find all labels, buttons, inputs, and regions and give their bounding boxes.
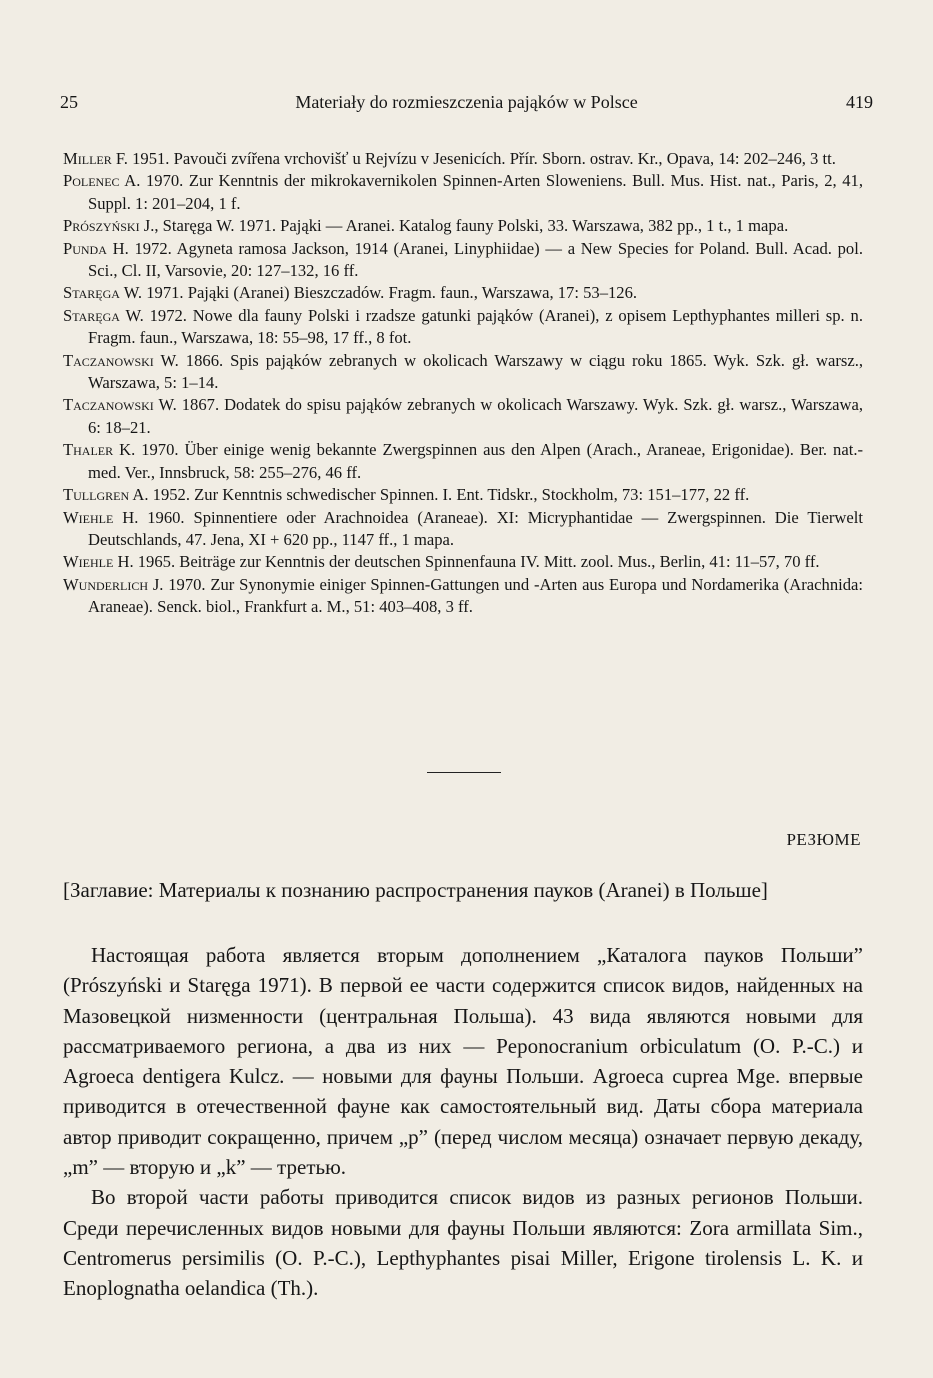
reference-text: J., Staręga W. 1971. Pająki — Aranei. Katalog fauny Polski, 33. Warszawa, 382 pp., 1 t., 1 mapa. xyxy=(143,216,789,236)
reference-text: A. 1970. Zur Kenntnis der mikrokavernikolen Spinnen-Arten Sloweniens. Bull. Mus. Hist. nat., Paris, 2, 41, Suppl. 1: 201–204, 1 f. xyxy=(88,171,863,213)
reference-text: A. 1952. Zur Kenntnis schwedischer Spinnen. I. Ent. Tidskr., Stockholm, 73: 151–177, 22 ff. xyxy=(132,485,750,505)
section-divider xyxy=(427,772,501,773)
reference-author: Wiehle xyxy=(63,552,114,572)
resume-paragraph: Во второй части работы приводится список видов из разных регионов Польши. Среди перечисленных видов новыми для фауны Польши являются: Zora armillata Sim., Centromerus persimilis (O. P.-C.), Lepthyphantes pisai Miller, Erigone tirolensis L. K. и Enoplognatha oelandica (Th.). xyxy=(63,1185,863,1301)
reference-entry xyxy=(63,215,863,237)
reference-entry xyxy=(63,507,863,552)
reference-author: Thaler xyxy=(63,440,114,460)
reference-author: Miller xyxy=(63,149,112,168)
page-number-right: 419 xyxy=(846,92,873,112)
reference-list xyxy=(63,148,863,619)
reference-entry xyxy=(63,350,863,395)
resume-paragraph: Настоящая работа является вторым дополнением „Каталога пауков Польши” (Prószyński и Staręga 1971). В первой ее части содержится список видов, найденных на Мазовецкой низменности (центральная Польша). 43 вида являются новыми для рассматриваемого региона, а два из них — Peponocranium orbiculatum (O. P.-C.) и Agroeca dentigera Kulcz. — новыми для фауны Польши. Agroeca cuprea Mge. впервые приводится в отечественной фауне как самостоятельный вид. Даты сбора материала автор приводит сокращенно, причем „p” (перед числом месяца) означает первую декаду, „m” — вторую и „k” — третью. xyxy=(63,943,863,1180)
reference-entry xyxy=(63,282,863,304)
page-number-left: 25 xyxy=(60,92,78,112)
reference-entry xyxy=(63,484,863,506)
reference-entry xyxy=(63,574,863,619)
reference-text: W. 1972. Nowe dla fauny Polski i rzadsze gatunki pająków (Aranei), z opisem Lepthyphantes milleri sp. n. Fragm. faun., Warszawa, 18: 55–98, 17 ff., 8 fot. xyxy=(88,305,863,348)
reference-author: Prószyński xyxy=(63,216,140,236)
reference-text: W. 1867. Dodatek do spisu pająków zebranych w okolicach Warszawy. Wyk. Szk. gł. warsz., Warszawa, 6: 18–21. xyxy=(88,395,863,437)
running-title: Materiały do rozmieszczenia pająków w Polsce xyxy=(295,92,638,112)
reference-entry xyxy=(63,394,863,439)
resume-body xyxy=(63,940,863,1304)
reference-author: Punda xyxy=(63,238,107,258)
reference-entry xyxy=(63,551,863,573)
reference-entry xyxy=(63,238,863,283)
reference-author: Staręga xyxy=(63,305,120,325)
resume-title: [Заглавие: Материалы к познанию распространения пауков (Aranei) в Польше] xyxy=(63,878,768,902)
reference-entry xyxy=(63,439,863,484)
reference-text: H. 1960. Spinnentiere oder Arachnoidea (Araneae). XI: Micryphantidae — Zwergspinnen. Die Tierwelt Deutschlands, 47. Jena, XI + 620 pp., 1147 ff., 1 mapa. xyxy=(88,507,863,549)
reference-entry xyxy=(63,170,863,215)
resume-heading: РЕЗЮМЕ xyxy=(786,830,861,849)
reference-author: Taczanowski xyxy=(63,395,154,415)
reference-text: H. 1972. Agyneta ramosa Jackson, 1914 (Aranei, Linyphiidae) — a New Species for Poland. Bull. Acad. pol. Sci., Cl. II, Varsovie, 20: 127–132, 16 ff. xyxy=(88,238,863,281)
reference-author: Wiehle xyxy=(63,507,114,527)
reference-author: Staręga xyxy=(63,283,120,303)
reference-entry xyxy=(63,305,863,350)
reference-author: Tullgren xyxy=(63,485,130,505)
reference-text: W. 1971. Pająki (Aranei) Bieszczadów. Fragm. faun., Warszawa, 17: 53–126. xyxy=(123,283,638,303)
running-header xyxy=(60,92,873,118)
reference-text: H. 1965. Beiträge zur Kenntnis der deutschen Spinnenfauna IV. Mitt. zool. Mus., Berlin, 41: 11–57, 70 ff. xyxy=(117,552,820,572)
reference-author: Polenec xyxy=(63,171,120,191)
reference-entry xyxy=(63,148,863,170)
reference-text: K. 1970. Über einige wenig bekannte Zwergspinnen aus den Alpen (Arach., Araneae, Erigonidae). Ber. nat.-med. Ver., Innsbruck, 58: 255–276, 46 ff. xyxy=(88,440,863,482)
reference-text: J. 1970. Zur Synonymie einiger Spinnen-Gattungen und -Arten aus Europa und Nordamerika (Arachnida: Araneae). Senck. biol., Frankfurt a. M., 51: 403–408, 3 ff. xyxy=(88,574,863,617)
reference-text: W. 1866. Spis pająków zebranych w okolicach Warszawy w ciągu roku 1865. Wyk. Szk. gł. warsz., Warszawa, 5: 1–14. xyxy=(88,350,863,393)
reference-author: Wunderlich xyxy=(63,574,148,594)
reference-text: F. 1951. Pavouči zvířena vrchovišť u Rejvízu v Jesenicích. Přír. Sborn. ostrav. Kr., Opava, 14: 202–246, 3 tt. xyxy=(115,149,836,168)
reference-author: Taczanowski xyxy=(63,350,154,370)
